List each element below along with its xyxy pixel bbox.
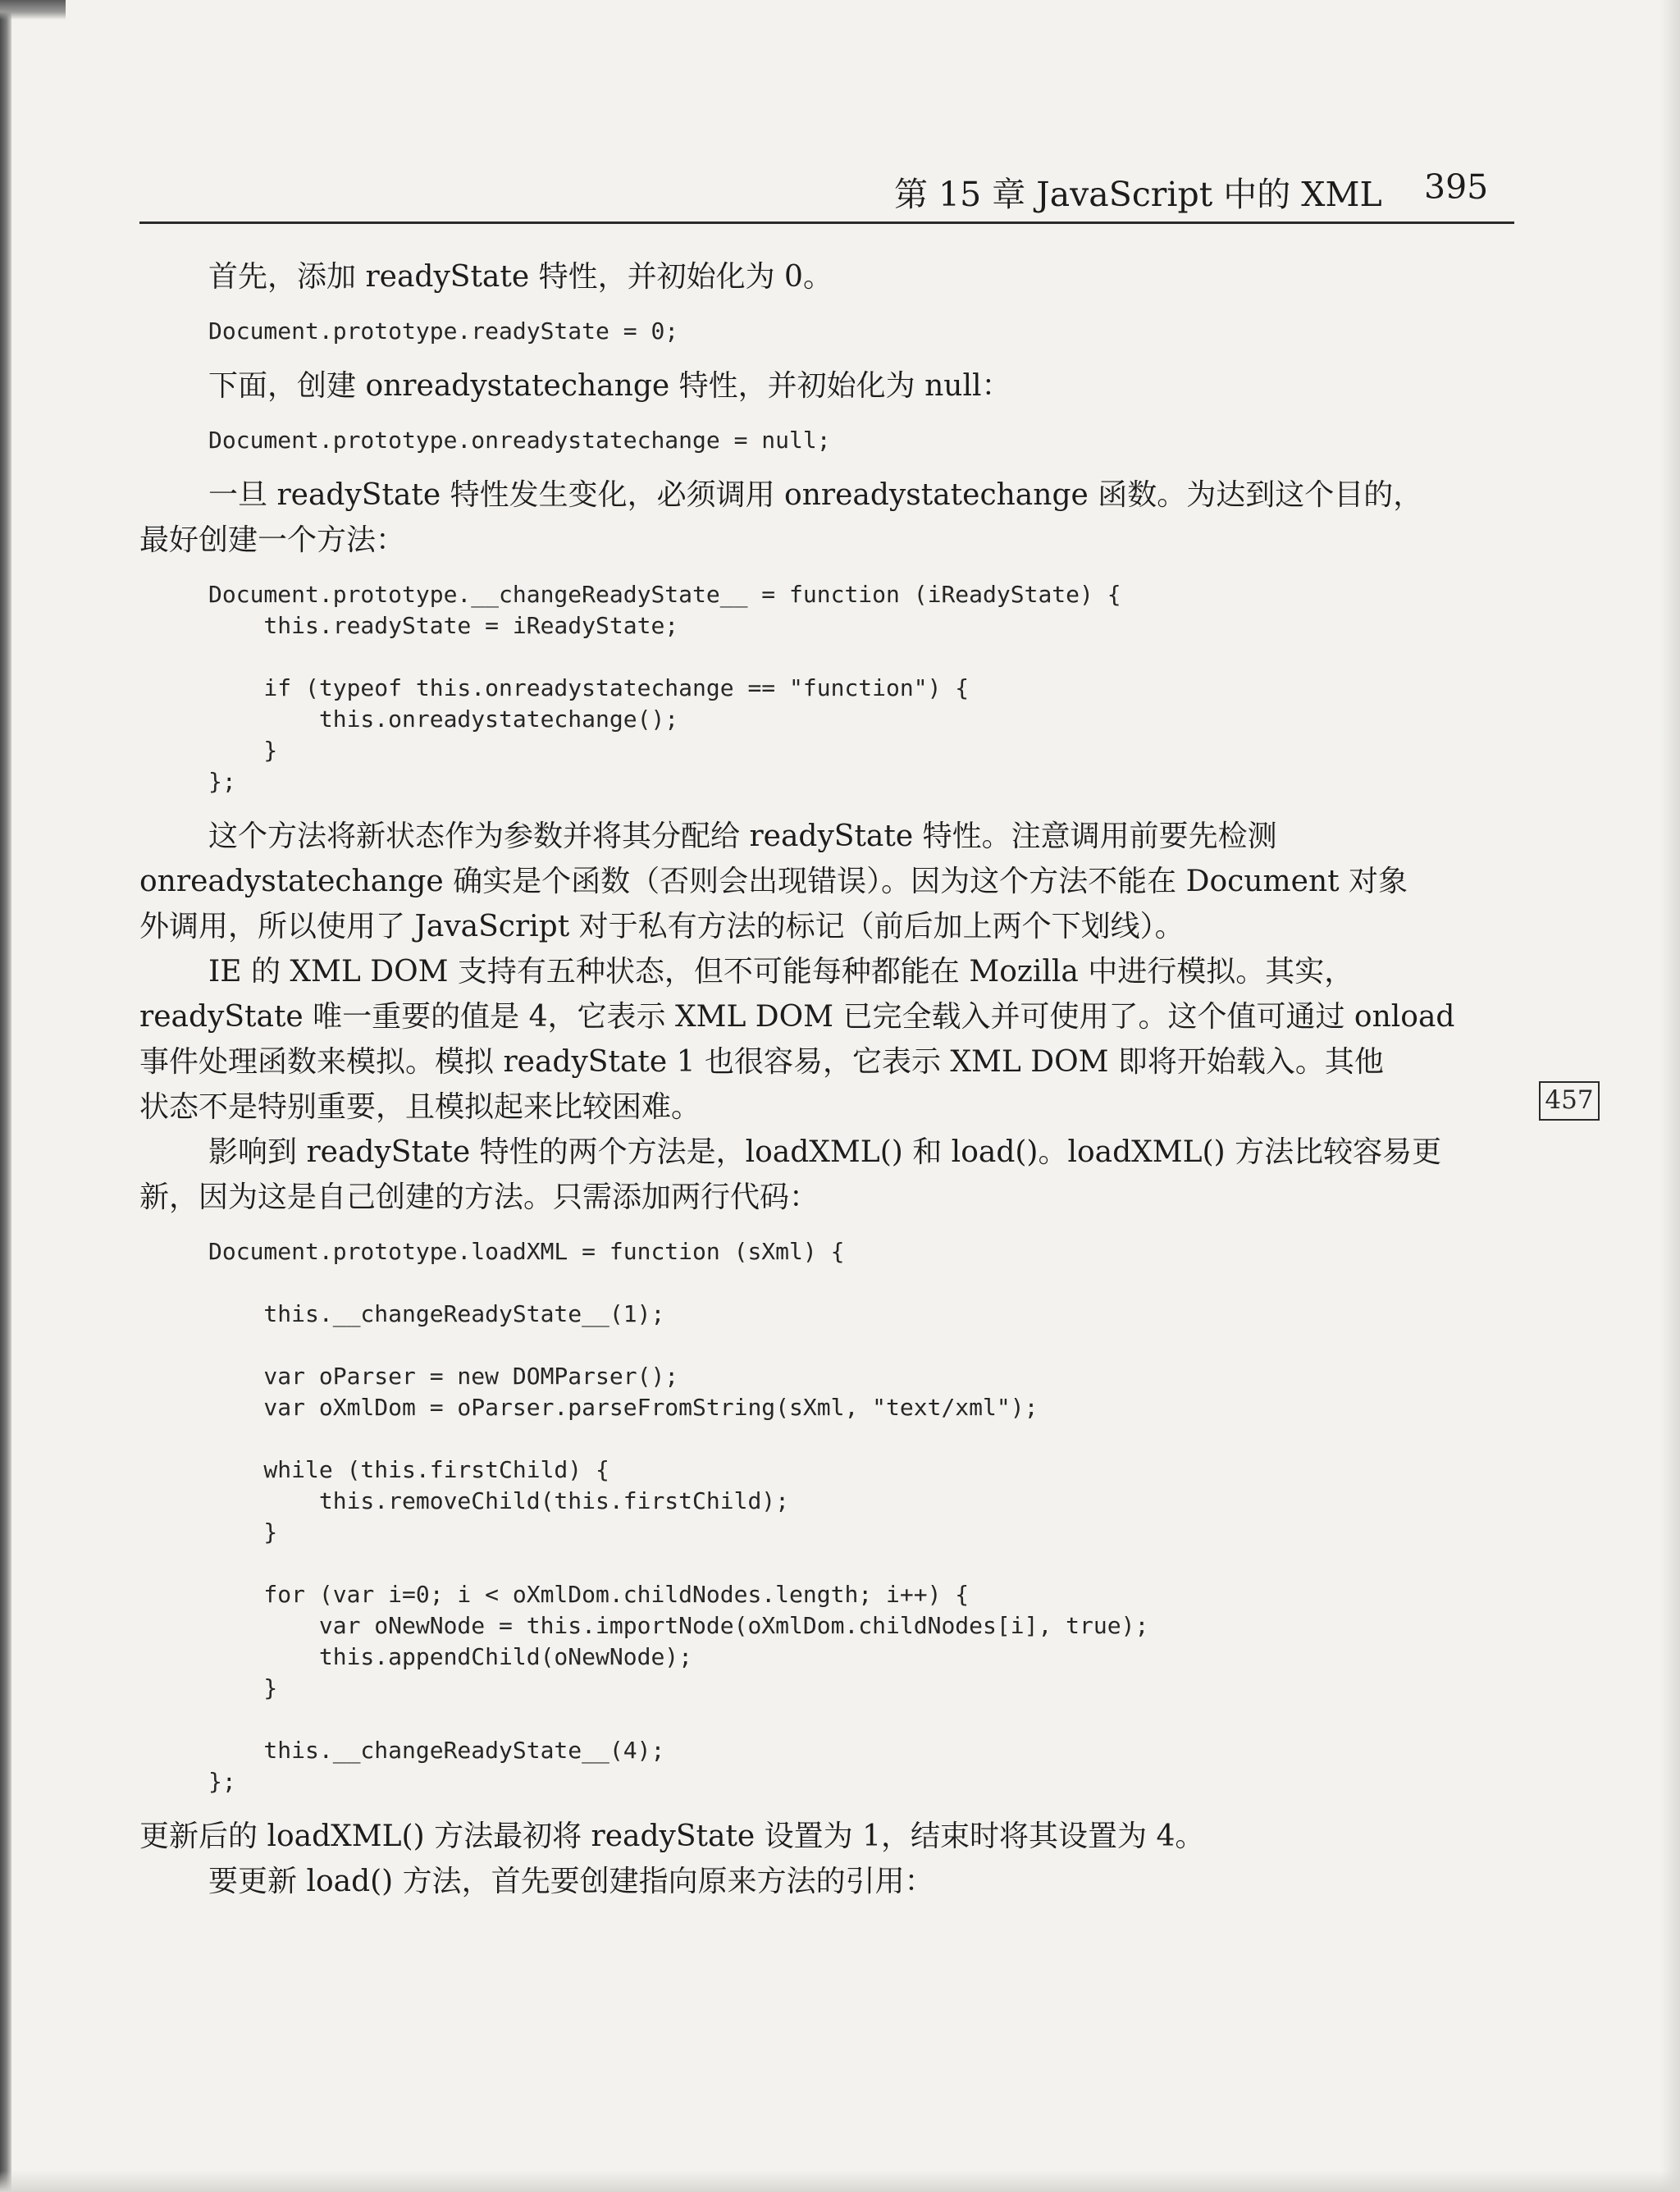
code-line — [139, 642, 1511, 673]
code-line: this.appendChild(oNewNode); — [208, 1643, 693, 1670]
code-line: if (typeof this.onreadystatechange == "function") { — [208, 674, 970, 701]
text-line: 首先，添加 readyState 特性，并初始化为 0。 — [208, 260, 833, 294]
text-line: 最好创建一个方法： — [139, 523, 406, 557]
paragraph — [139, 363, 1511, 409]
text-line: 这个方法将新状态作为参数并将其分配给 readyState 特性。注意调用前要先检测 — [208, 820, 1277, 853]
paragraph — [139, 1130, 1511, 1220]
margin-page-reference: 457 — [1539, 1081, 1600, 1121]
page-edge-shadow — [1660, 0, 1680, 2192]
code-line: this.onreadystatechange(); — [208, 706, 679, 733]
page-bottom-shadow — [0, 2171, 1680, 2192]
paragraph — [139, 473, 1511, 563]
code-line: }; — [208, 768, 236, 795]
paragraph — [139, 949, 1511, 1130]
text-line: 要更新 load() 方法，首先要创建指向原来方法的引用： — [208, 1865, 934, 1898]
paragraph — [139, 1859, 1511, 1904]
code-line — [139, 1267, 1511, 1299]
code-line: this.__changeReadyState__(4); — [208, 1737, 665, 1764]
code-block-spacer — [139, 563, 1511, 579]
code-block-spacer — [139, 797, 1511, 814]
code-line: while (this.firstChild) { — [208, 1456, 609, 1483]
code-line: Document.prototype.readyState = 0; — [208, 317, 679, 345]
scan-corner-shadow — [0, 0, 66, 20]
paragraph — [139, 814, 1511, 949]
code-line: var oNewNode = this.importNode(oXmlDom.childNodes[i], true); — [208, 1612, 1149, 1639]
code-line — [139, 1704, 1511, 1735]
code-block-spacer — [139, 409, 1511, 425]
code-block-spacer — [139, 299, 1511, 316]
code-line: this.removeChild(this.firstChild); — [208, 1487, 790, 1514]
paragraph — [139, 1814, 1511, 1859]
code-line: var oXmlDom = oParser.parseFromString(sXml, "text/xml"); — [208, 1394, 1039, 1421]
code-line: Document.prototype.onreadystatechange = null; — [208, 427, 831, 454]
chapter-title: 第 15 章 JavaScript 中的 XML — [894, 175, 1382, 214]
paragraph — [139, 254, 1511, 299]
book-spine-shadow — [0, 0, 11, 2192]
code-line: } — [208, 1518, 278, 1546]
page-body — [139, 254, 1511, 1904]
code-block-spacer — [139, 1220, 1511, 1236]
code-line: Document.prototype.__changeReadyState__ = function (iReadyState) { — [208, 581, 1121, 608]
code-line: this.__changeReadyState__(1); — [208, 1300, 665, 1327]
page-number: 395 — [1424, 167, 1489, 207]
code-block-spacer — [139, 456, 1511, 473]
text-line: readyState 唯一重要的值是 4，它表示 XML DOM 已完全载入并可使用了。这个值可通过 onload — [139, 1000, 1455, 1034]
code-line: } — [208, 1674, 278, 1701]
text-line: 状态不是特别重要，且模拟起来比较困难。 — [139, 1090, 701, 1124]
code-block — [139, 1220, 1511, 1814]
code-block-spacer — [139, 1797, 1511, 1814]
code-block-spacer — [139, 347, 1511, 363]
code-line: }; — [208, 1768, 236, 1795]
text-line: 事件处理函数来模拟。模拟 readyState 1 也很容易，它表示 XML DOM 即将开始载入。其他 — [139, 1045, 1384, 1079]
text-line: 更新后的 loadXML() 方法最初将 readyState 设置为 1，结束时将其设置为 4。 — [139, 1820, 1205, 1853]
text-line: 新，因为这是自己创建的方法。只需添加两行代码： — [139, 1180, 819, 1214]
code-line: Document.prototype.loadXML = function (sXml) { — [208, 1238, 845, 1265]
text-line: 下面，创建 onreadystatechange 特性，并初始化为 null： — [208, 369, 1011, 403]
text-line: 外调用，所以使用了 JavaScript 对于私有方法的标记（前后加上两个下划线）。 — [139, 910, 1185, 943]
text-line: 影响到 readyState 特性的两个方法是，loadXML() 和 load()。loadXML() 方法比较容易更 — [208, 1135, 1442, 1169]
code-line — [139, 1423, 1511, 1454]
code-line: this.readyState = iReadyState; — [208, 612, 679, 639]
running-header — [139, 166, 1514, 224]
code-block — [139, 563, 1511, 814]
text-line: 一旦 readyState 特性发生变化，必须调用 onreadystatechange 函数。为达到这个目的， — [208, 478, 1423, 512]
code-line: for (var i=0; i < oXmlDom.childNodes.length; i++) { — [208, 1581, 970, 1608]
text-line: IE 的 XML DOM 支持有五种状态，但不可能每种都能在 Mozilla 中进行模拟。其实， — [208, 955, 1354, 989]
code-line: } — [208, 737, 278, 764]
code-block — [139, 409, 1511, 473]
text-line: onreadystatechange 确实是个函数（否则会出现错误）。因为这个方法不能在 Document 对象 — [139, 865, 1408, 898]
code-block — [139, 299, 1511, 363]
code-line — [139, 1330, 1511, 1361]
code-line: var oParser = new DOMParser(); — [208, 1363, 679, 1390]
code-line — [139, 1548, 1511, 1579]
